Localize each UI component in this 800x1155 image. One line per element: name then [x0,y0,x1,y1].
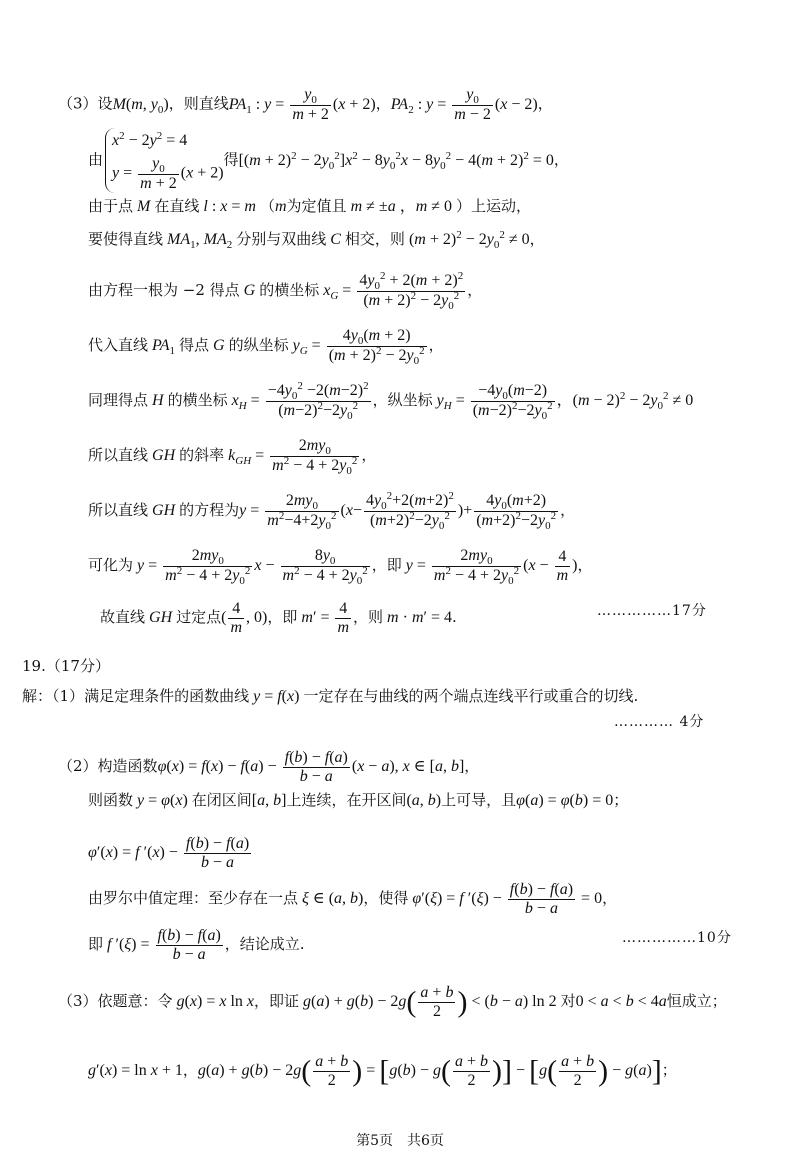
part3-get-text: 得 [223,150,239,169]
p3-deriv-sep: ， [182,1061,198,1080]
part3-set-text: 设 [97,94,113,113]
q19-heading: 19.（17分） [22,657,110,675]
fixed-text-b: 过定点 [176,608,222,627]
q19-part2-line2: 则函数 y = φ(x) 在闭区间[a, b]上连续，在开区间(a, b)上可导，且φ(a) = φ(b) = 0； [88,791,629,809]
equation-system: $x^2 - 2y^2 = 4$ y = $\frac{y_0}{m + 2}$ (x + 2) [105,128,224,193]
same-text: 同理得点 [88,391,149,410]
quadratic-expr: $[(m + 2)^2 - 2y_0^2]x^2 - 8y_0^2x - 8y_0^2 - 4(m + 2)^2 = 0$ [238,149,554,172]
score-17: ……………17分 [597,603,707,619]
p2-label: （2） [58,757,98,776]
root-text: 由方程一根为 −2 得点 [88,281,240,300]
moves-text-d: 为定值且 [286,197,347,215]
simp-text-b: ，即 [371,556,402,575]
part3-moves-line: 由于点 M 在直线 l : x = m （m为定值且 m ≠ ±a ，m ≠ 0 ）上运动， [88,197,532,215]
eq-text-b: 的方程为 [179,501,240,520]
need-text-c: 相交，则 [344,230,405,248]
part3-then-text: ，则直线 [168,94,229,113]
part3-by-text: 由 [88,150,104,169]
fixed-text: 故直线 [100,608,146,627]
score-10: ……………10分 [622,930,732,946]
q19-part2-deriv: φ′(x) = f ′(x) − $\frac{f(b) - f(a)}{b - a}$ [88,835,250,871]
same-text-c: ，纵坐标 [372,391,433,410]
p3-text-b: ，即证 [254,992,300,1011]
eq-text: 所以直线 [88,501,149,520]
p2-line2-b: 在闭区间 [191,791,252,809]
part3-system-line: 由 $x^2 - 2y^2 = 4$ y = $\frac{y_0}{m + 2}$ (x + 2) 得$[(m + 2)^2 - 2y_0^2]x^2 - 8y_0^2x - 8y_0^2 - 4(m + 2)^2 = 0$， [88,130,569,192]
sub-text: 代入直线 [88,336,149,355]
line-pa2-expr: $PA_2$ : y = $\frac{y_0}{m - 2}$ (x − 2) [390,86,538,123]
p3-text-c: 对 [560,992,576,1011]
line-pa1-expr: $PA_1$ : y = $\frac{y_0}{m + 2}$ (x + 2) [228,86,376,123]
p3-label: （3） [58,992,98,1011]
moves-text-c: （ [259,197,275,215]
p2-text: 构造函数 [97,757,158,776]
part3-fixed-line: 故直线 GH 过定点( $\frac{4}{m}$ , 0)，即 m′ = $\frac{4}{m}$ ，则 m · m′ = 4. [100,600,457,636]
sub-text-c: 的纵坐标 [228,336,289,355]
rolle-text: 由罗尔中值定理：至少存在一点 [88,889,299,908]
p2-line2-d: 上可导，且 [441,791,517,809]
slope-text-b: 的斜率 [179,446,225,465]
slope-text: 所以直线 [88,446,149,465]
fixed-text-c: ，即 [267,608,298,627]
part3-simp-line: 可化为 y = $\frac{2my_0}{m^2 - 4 + 2y_0^2}$ x − $\frac{8y_0}{m^2 - 4 + 2y_0^2}$ ，即 y = $\frac{2my_0}{m^2 - 4 + 2y_0^2}$ (x − $\frac{4}{m}$ )， [88,547,593,587]
p1-text: 满足定理条件的函数曲线 [84,687,250,705]
same-text-b: 的横坐标 [167,391,228,410]
p1-label: （1） [52,687,85,705]
part3-sub-line: 代入直线 $PA_1$ 得点 G 的纵坐标 $y_G$ = $\frac{4y_0(m + 2)}{(m + 2)^2 - 2y_0^2}$ ， [88,327,444,367]
root-text-b: 的横坐标 [259,281,320,300]
moves-text-a: 由于点 [88,197,134,215]
q19-part3-line: （3）依题意：令 g(x) = x ln x，即证 g(a) + g(b) − 2g( $\frac{a + b}{2}$ ) < (b − a) ln 2 对0 < a < b < 4a恒成立； [58,984,727,1020]
q19-part3-deriv: g′(x) = ln x + 1，g(a) + g(b) − 2g( $\frac{a + b}{2}$ ) = [g(b) − g( $\frac{a + b}{2}$ )] − [g( $\frac{a + b}{2}$ ) − g(a)]； [88,1053,677,1089]
simp-text: 可化为 [88,556,134,575]
need-text-b: 分别与双曲线 [236,230,327,248]
score-4: ………… 4分 [614,714,705,730]
part3-root-line: 由方程一根为 −2 得点 G 的横坐标 $x_G$ = $\frac{4y_0^2 + 2(m + 2)^2}{(m + 2)^2 - 2y_0^2}$ ， [88,270,483,312]
p3-text: 依题意：令 [97,992,173,1011]
p2-line2-a: 则函数 [88,791,134,809]
part3-comma: ， [375,94,391,113]
p3-text-d: 恒成立； [666,992,727,1011]
moves-text-e: ）上运动， [456,197,532,215]
p2-line2-e: ； [613,791,629,809]
moves-text-b: 在直线 [154,197,200,215]
part3-slope-line: 所以直线 GH 的斜率 $k_{GH}$ = $\frac{2my_0}{m^2 - 4 + 2y_0^2}$ ， [88,437,377,477]
q19-part2-line: （2）构造函数φ(x) = f(x) − f(a) − $\frac{f(b) - f(a)}{b - a}$ (x − a), x ∈ [a, b]， [58,749,480,785]
q19-part2-concl: 即 f ′(ξ) = $\frac{f(b) - f(a)}{b - a}$ ，结论成立. [88,927,305,963]
concl-text: 即 [88,935,104,954]
sub-text-b: 得点 [179,336,210,355]
part3-label: （3） [58,94,98,113]
q19-part2-rolle: 由罗尔中值定理：至少存在一点 ξ ∈ (a, b)，使得 φ′(ξ) = f ′(ξ) − $\frac{f(b) - f(a)}{b - a}$ = 0， [88,881,618,917]
solve-label: 解： [22,687,53,705]
p1-text-b: 一定存在与曲线的两个端点连线平行或重合的切线. [303,687,639,705]
point-m-expr: M(m, $y_0$) [112,95,169,116]
page-footer: 第5页 共6页 [356,1133,444,1149]
need-text-a: 要使得直线 [88,230,164,248]
q19-part1-line: 解：（1）满足定理条件的函数曲线 y = f(x) 一定存在与曲线的两个端点连线平行或重合的切线. [22,687,639,705]
part3-need-line: 要使得直线 $MA_1$, $MA_2$ 分别与双曲线 C 相交，则 $(m + 2)^2 - 2y_0^2 \ne 0$， [88,229,545,251]
part3-line1: （3）设M(m, $y_0$)，则直线$PA_1$ : y = $\frac{y_0}{m + 2}$ (x + 2)，$PA_2$ : y = $\frac{y_0}{m - 2}$ (x − 2)， [58,86,553,123]
rolle-text-b: ，使得 [363,889,409,908]
concl-text-b: ，结论成立. [224,935,305,954]
p2-line2-c: 上连续，在开区间 [286,791,407,809]
fixed-text-d: ，则 [353,608,384,627]
part3-same-line: 同理得点 H 的横坐标 $x_H$ = $\frac{-4y_0^2 -2(m-2)^2}{(m-2)^2-2y_0^2}$ ，纵坐标 $y_H$ = $\frac{-4y_0(m-2)}{(m-2)^2-2y_0^2}$ ，$(m - 2)^2 - 2y_0^2 \ne 0$ [88,380,694,422]
part3-eq-line: 所以直线 GH 的方程为y = $\frac{2my_0}{m^2-4+2y_0^2}$ (x− $\frac{4y_0^2+2(m+2)^2}{(m+2)^2-2y_0^2}$ )+ $\frac{4y_0(m+2)}{(m+2)^2-2y_0^2}$ ， [88,490,576,532]
